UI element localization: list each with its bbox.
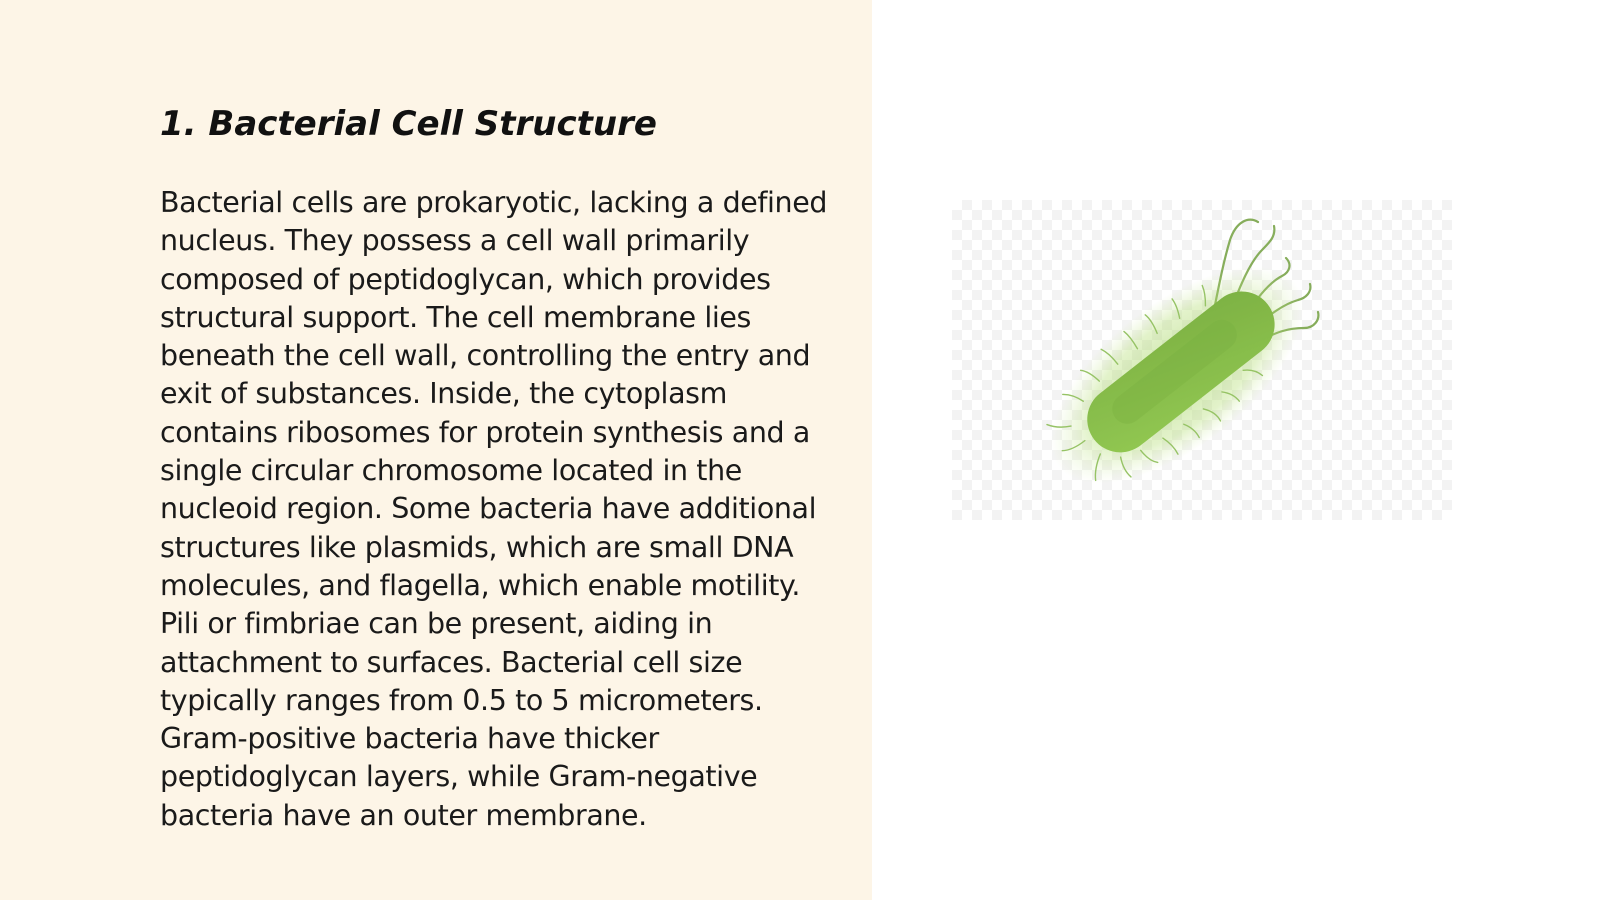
bacterium-icon	[952, 200, 1452, 520]
slide-title: 1. Bacterial Cell Structure	[160, 104, 657, 144]
slide-body-text: Bacterial cells are prokaryotic, lacking a defined nucleus. They possess a cell wall primarily composed of peptidoglycan, which provides structural support. The cell membrane lies beneath the cell wall, controlling the entry and exit of substances. Inside, the cytoplasm contains ribosomes for protein synthesis and a single circular chromosome located in the nucleoid region. Some bacteria have additional structures like plasmids, which are small DNA molecules, and flagella, which enable motility. Pili or fimbriae can be present, aiding in attachment to surfaces. Bacterial cell size typically ranges from 0.5 to 5 micrometers. Gram-positive bacteria have thicker peptidoglycan layers, while Gram-negative bacteria have an outer membrane.	[160, 186, 828, 832]
bacterium-illustration	[952, 200, 1452, 520]
